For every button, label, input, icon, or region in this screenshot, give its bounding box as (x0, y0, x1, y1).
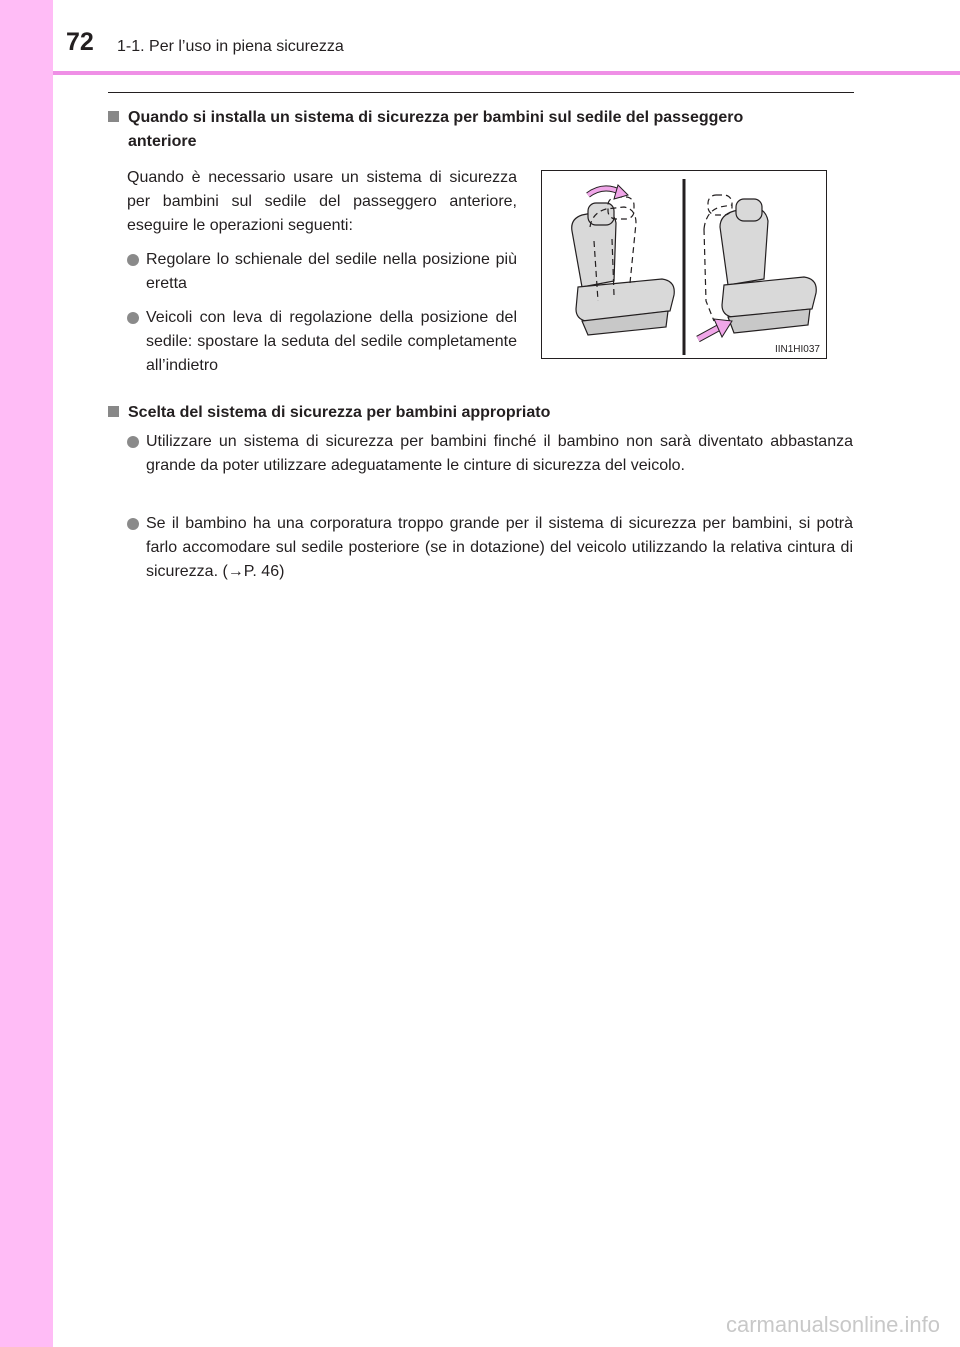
bullet-icon (127, 312, 139, 324)
bullet-icon (127, 436, 139, 448)
heading-square-icon (108, 111, 119, 122)
figure-code: IIN1HI037 (774, 344, 820, 355)
section1-heading-line1: Quando si installa un sistema di sicurezza per bambini sul sedile del passeggero (128, 109, 744, 126)
watermark: carmanualsonline.info (725, 1312, 940, 1337)
section1-heading (108, 106, 858, 154)
section-divider (108, 92, 854, 93)
section2-bullet-2 (146, 512, 853, 584)
slide-arrow-icon (698, 327, 720, 339)
seat-illustration (542, 171, 826, 358)
right-seat (720, 199, 816, 333)
seat-adjustment-figure (541, 170, 827, 359)
section2-bullet-1 (146, 430, 853, 478)
section1-heading-line2: anteriore (128, 133, 197, 150)
header-rule (53, 71, 960, 75)
section1-bullet-2 (146, 306, 517, 378)
section2-heading-text: Scelta del sistema di sicurezza per bambini appropriato (128, 404, 551, 421)
bullet-icon (127, 254, 139, 266)
heading-square-icon (108, 406, 119, 417)
section1-bullet-1 (146, 248, 517, 296)
bullet-icon (127, 518, 139, 530)
section1-intro: Quando è necessario usare un sistema di sicurezza per bambini sul sedile del passeggero anteriore, eseguire le operazioni seguenti: (127, 169, 517, 234)
section2-bullet-1-text: Utilizzare un sistema di sicurezza per bambini finché il bambino non sarà diventato abbastanza grande da poter utilizzare adeguatamente le cinture di sicurezza del veicolo. (146, 433, 853, 474)
left-margin-band (0, 0, 53, 1347)
section1-bullet-2-text: Veicoli con leva di regolazione della posizione del sedile: spostare la seduta del sedile completamente all’indietro (146, 309, 517, 374)
section2-heading (108, 401, 858, 425)
section1-bullet-1-text: Regolare lo schienale del sedile nella posizione più eretta (146, 251, 517, 292)
left-seat (572, 203, 675, 335)
section2-bullet-2-text: Se il bambino ha una corporatura troppo grande per il sistema di sicurezza per bambini, si potrà farlo accomodare sul sedile posteriore (se in dotazione) del veicolo utilizzando la relativa cintura di sicurezza. (→P. 46) (146, 515, 853, 580)
chapter-title: 1-1. Per l’uso in piena sicurezza (117, 38, 344, 55)
page-number: 72 (66, 28, 94, 56)
